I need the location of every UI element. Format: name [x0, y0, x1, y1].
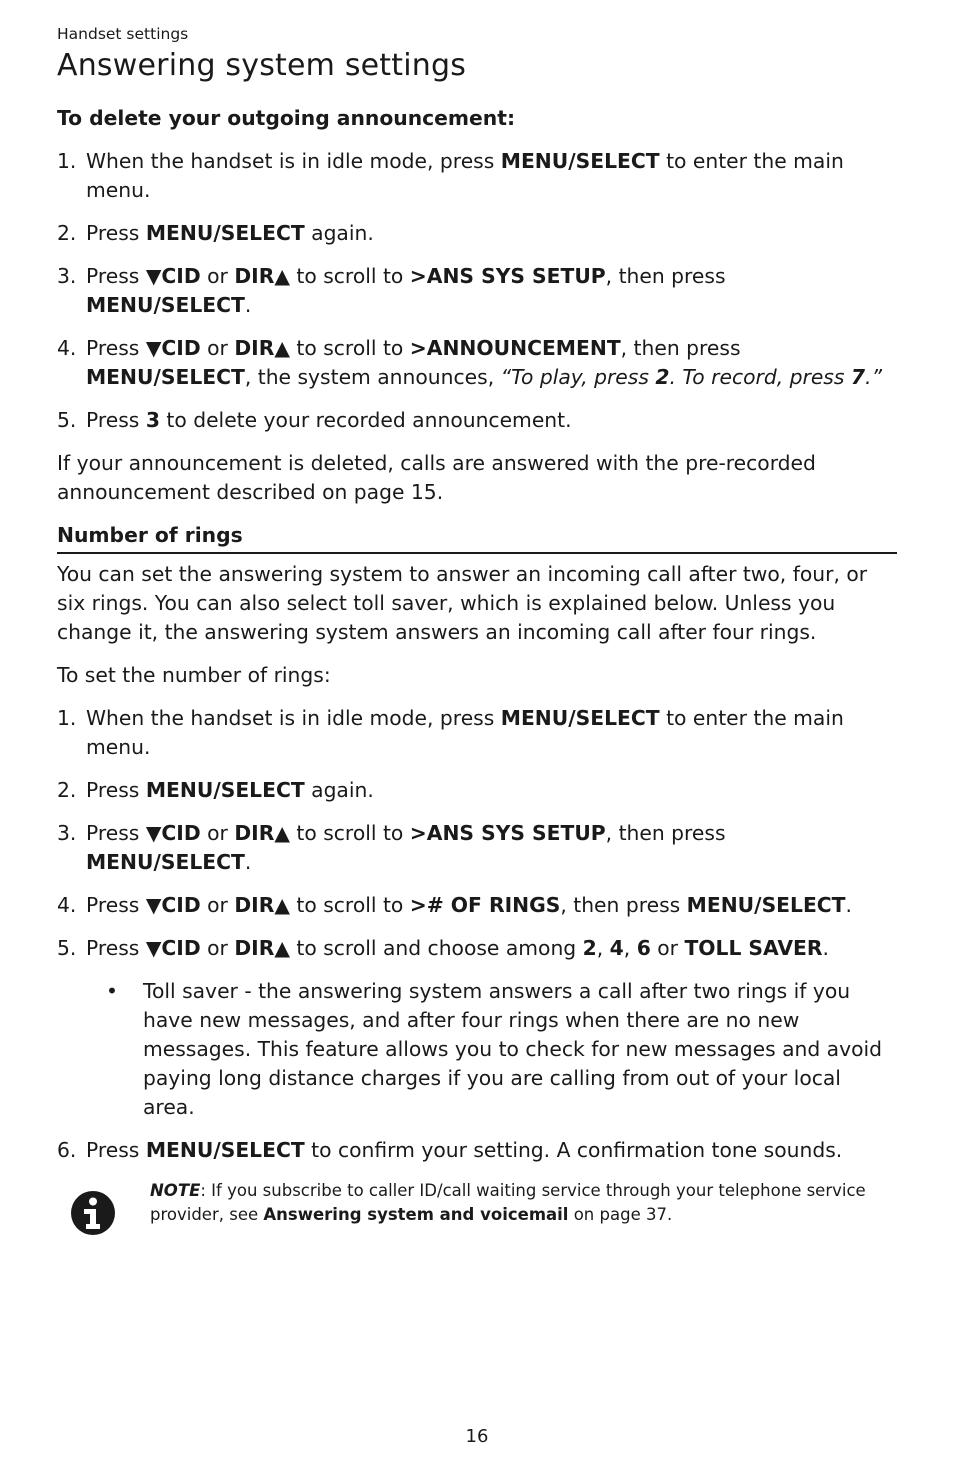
- ring-option: 4: [609, 936, 624, 960]
- step-text: to enter the main menu.: [86, 149, 844, 202]
- info-icon: [69, 1189, 117, 1237]
- step-text: to scroll and choose among: [289, 936, 583, 960]
- step-text: or: [200, 821, 235, 845]
- menu-option: >ANS SYS SETUP: [409, 821, 606, 845]
- step-number: 6.: [57, 1138, 77, 1162]
- step-text: to scroll to: [289, 336, 410, 360]
- step-text: or: [200, 893, 235, 917]
- rings-steps-list: [57, 704, 897, 1165]
- key-label: ▼CID: [145, 264, 201, 288]
- key-label: MENU: [145, 778, 214, 802]
- delete-steps-list: [57, 147, 897, 435]
- key-label: DIR▲: [234, 264, 290, 288]
- cross-reference: Answering system and voicemail: [263, 1205, 569, 1224]
- key-label: DIR▲: [234, 336, 290, 360]
- list-item: [57, 704, 897, 762]
- deleted-announcement-text: If your announcement is deleted, calls are answered with the pre-recorded announcement described on page 15.: [57, 451, 816, 504]
- step-text: to scroll to: [289, 264, 410, 288]
- key-label: ▼CID: [145, 936, 201, 960]
- step-text: , then press: [620, 336, 741, 360]
- key-label: ▼CID: [145, 336, 201, 360]
- key-label: MENU: [86, 365, 154, 389]
- step-number: 3.: [57, 821, 77, 845]
- key-label: /SELECT: [213, 778, 305, 802]
- list-item: [57, 819, 897, 877]
- menu-option: >ANNOUNCEMENT: [409, 336, 621, 360]
- bullet-icon: •: [106, 979, 118, 1003]
- delete-announcement-heading: To delete your outgoing announcement:: [57, 106, 516, 130]
- step-text: or: [200, 936, 235, 960]
- step-number: 4.: [57, 336, 77, 360]
- key-label: /SELECT: [213, 1138, 305, 1162]
- key-label: 2: [655, 365, 670, 389]
- note-text: [150, 1179, 890, 1227]
- step-text: , then press: [605, 821, 726, 845]
- list-item: [57, 219, 897, 248]
- step-text: Press: [86, 778, 146, 802]
- menu-option: ># OF RINGS: [409, 893, 561, 917]
- note-label: NOTE: [150, 1181, 201, 1200]
- announcement-quote: .”: [865, 365, 882, 389]
- key-label: MENU/: [500, 149, 576, 173]
- key-label: 3: [145, 408, 160, 432]
- step-text: again.: [304, 221, 374, 245]
- list-item: [57, 934, 897, 1122]
- step-text: , the system announces,: [244, 365, 501, 389]
- ring-option: 6: [636, 936, 651, 960]
- key-label: SELECT: [575, 149, 660, 173]
- key-label: /SELECT: [754, 893, 846, 917]
- key-label: MENU: [86, 293, 154, 317]
- section-label: Handset settings: [57, 25, 189, 43]
- step-text: ,: [596, 936, 610, 960]
- key-label: DIR▲: [234, 821, 290, 845]
- step-text: to delete your recorded announcement.: [159, 408, 572, 432]
- list-item: [57, 147, 897, 205]
- step-text: .: [244, 850, 252, 874]
- key-label: /SELECT: [153, 293, 245, 317]
- key-label: 7: [850, 365, 866, 389]
- list-item: [57, 891, 897, 920]
- step-number: 5.: [57, 408, 77, 432]
- key-label: ▼CID: [145, 893, 201, 917]
- key-label: DIR▲: [234, 936, 290, 960]
- rings-intro-text: You can set the answering system to answer an incoming call after two, four, or six rings. You can also select toll saver, which is explained below. Unless you change it, the answering system answers an incoming call after four rings.: [57, 562, 868, 644]
- key-label: MENU: [145, 1138, 214, 1162]
- note-box: [57, 1179, 897, 1249]
- step-text: Press: [86, 1138, 146, 1162]
- key-label: MENU: [145, 221, 214, 245]
- step-number: 1.: [57, 706, 77, 730]
- step-text: .: [244, 293, 252, 317]
- menu-option: >ANS SYS SETUP: [409, 264, 606, 288]
- list-item: [57, 262, 897, 320]
- page-body: [57, 104, 897, 1249]
- step-text: Press: [86, 893, 146, 917]
- step-text: , then press: [605, 264, 726, 288]
- rings-lead-text: To set the number of rings:: [57, 663, 331, 687]
- ring-option: TOLL SAVER: [684, 936, 823, 960]
- announcement-quote: “To play, press: [500, 365, 656, 389]
- step-text: Press: [86, 336, 146, 360]
- step-number: 4.: [57, 893, 77, 917]
- key-label: SELECT: [575, 706, 660, 730]
- announcement-quote: . To record, press: [669, 365, 851, 389]
- step-text: When the handset is in idle mode, press: [86, 706, 501, 730]
- toll-saver-bullets: [86, 977, 897, 1122]
- step-text: or: [650, 936, 685, 960]
- step-number: 2.: [57, 778, 77, 802]
- number-of-rings-heading: Number of rings: [57, 521, 897, 554]
- list-item: [57, 1136, 897, 1165]
- step-number: 3.: [57, 264, 77, 288]
- list-item: [57, 406, 897, 435]
- step-text: Press: [86, 936, 146, 960]
- page-title: Answering system settings: [57, 48, 467, 83]
- step-text: to confirm your setting. A confirmation tone sounds.: [304, 1138, 843, 1162]
- page-number: 16: [465, 1426, 489, 1447]
- key-label: DIR▲: [234, 893, 290, 917]
- key-label: /SELECT: [153, 850, 245, 874]
- step-text: again.: [304, 778, 374, 802]
- key-label: MENU/: [500, 706, 576, 730]
- step-text: When the handset is in idle mode, press: [86, 149, 501, 173]
- step-text: Press: [86, 821, 146, 845]
- step-text: or: [200, 336, 235, 360]
- step-number: 2.: [57, 221, 77, 245]
- step-number: 1.: [57, 149, 77, 173]
- step-text: or: [200, 264, 235, 288]
- list-item: [86, 977, 897, 1122]
- step-text: Press: [86, 264, 146, 288]
- step-text: to scroll to: [289, 821, 410, 845]
- note-body: : If you subscribe to caller ID/call waiting service through your telephone service provider, see: [150, 1181, 866, 1224]
- toll-saver-text: Toll saver - the answering system answers a call after two rings if you have new messages, and after four rings when there are no new messages. This feature allows you to check for new messages and avoid paying long distance charges if you are calling from out of your local area.: [143, 979, 883, 1119]
- key-label: MENU: [86, 850, 154, 874]
- list-item: [57, 776, 897, 805]
- step-text: , then press: [560, 893, 687, 917]
- step-text: ,: [623, 936, 637, 960]
- note-body: on page 37.: [568, 1205, 673, 1224]
- step-text: Press: [86, 408, 146, 432]
- key-label: /SELECT: [153, 365, 245, 389]
- list-item: [57, 334, 897, 392]
- key-label: /SELECT: [213, 221, 305, 245]
- step-text: to scroll to: [289, 893, 410, 917]
- step-text: Press: [86, 221, 146, 245]
- key-label: MENU: [686, 893, 755, 917]
- step-text: .: [822, 936, 829, 960]
- key-label: ▼CID: [145, 821, 201, 845]
- step-text: to enter the main menu.: [86, 706, 844, 759]
- step-number: 5.: [57, 936, 77, 960]
- ring-option: 2: [582, 936, 597, 960]
- step-text: .: [845, 893, 852, 917]
